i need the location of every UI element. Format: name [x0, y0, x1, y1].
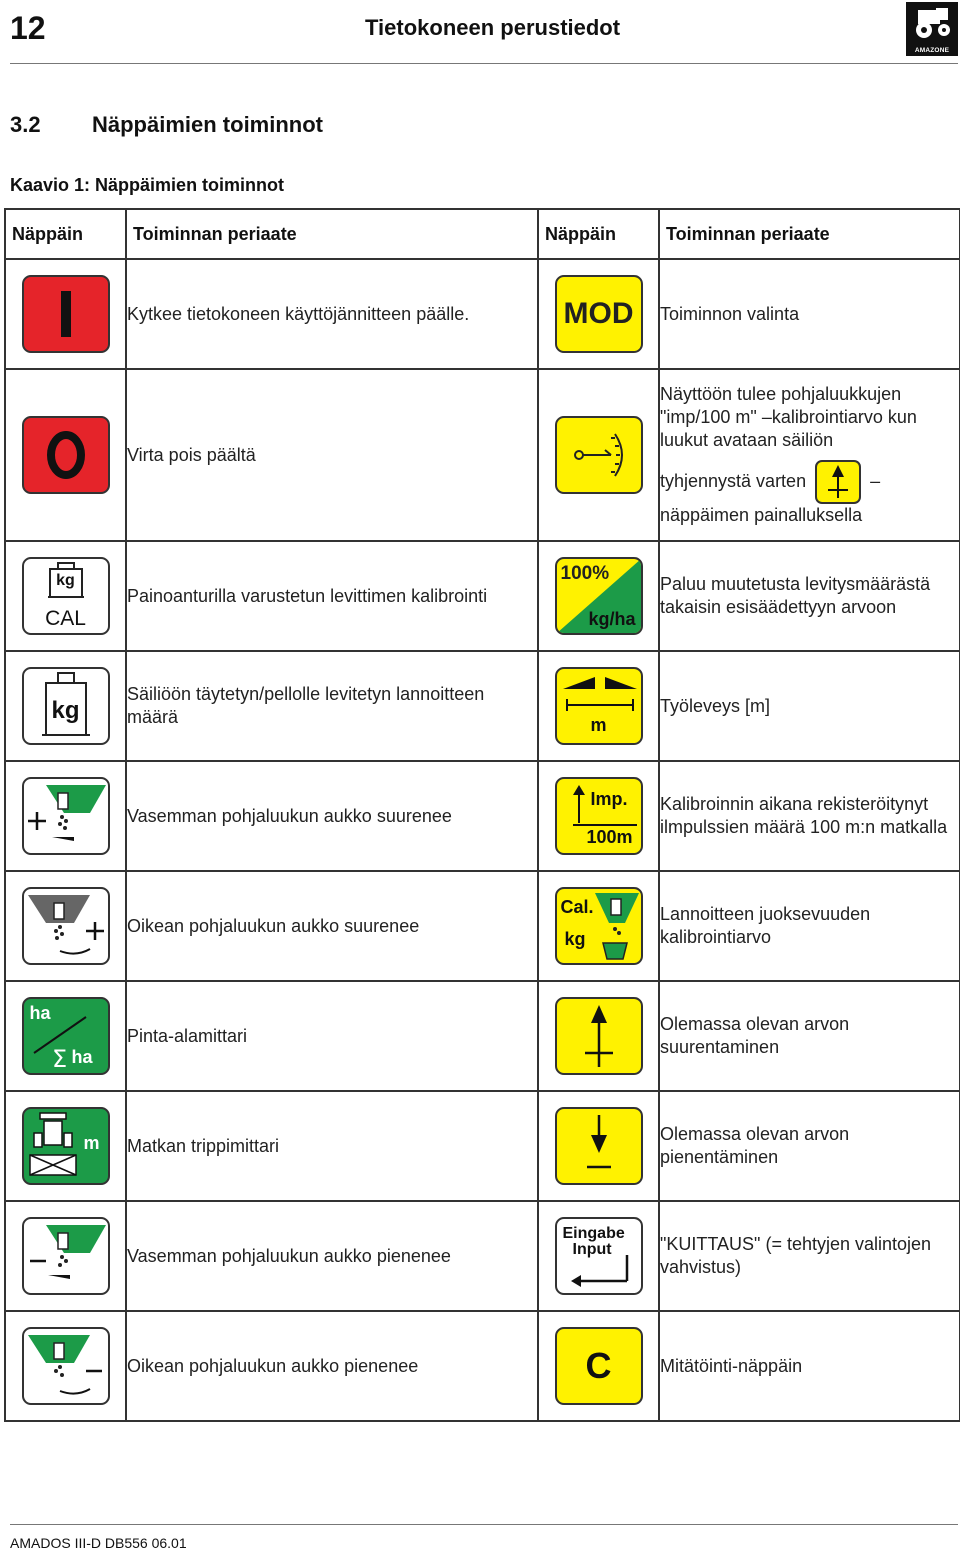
- impulses-icon: [555, 777, 643, 855]
- input-label: Input: [572, 1241, 612, 1258]
- table-row: [5, 1201, 960, 1311]
- key-description: Toiminnon valinta: [659, 259, 960, 369]
- mod-key-icon: [555, 275, 643, 353]
- imp-label: Imp.: [590, 789, 628, 809]
- decrease-arrow-icon: [555, 1107, 643, 1185]
- key-description-after: tyhjennystä varten: [660, 470, 807, 491]
- area-meter-icon: [22, 997, 110, 1075]
- weight-calibration-icon: [22, 557, 110, 635]
- kg-label: kg: [564, 929, 586, 949]
- table-row: [5, 541, 960, 651]
- key-description-dash: –: [870, 470, 881, 491]
- table-header-row: [5, 209, 960, 259]
- kg-label: kg: [51, 697, 80, 724]
- table-caption: Kaavio 1: Näppäimien toiminnot: [10, 175, 285, 195]
- svg-text:Σ: Σ: [51, 1045, 67, 1073]
- percent-label: 100%: [560, 563, 610, 584]
- power-on-icon: [22, 275, 110, 353]
- column-header: Toiminnan periaate: [126, 209, 538, 259]
- key-description: Oikean pohjaluukun aukko suurenee: [126, 871, 538, 981]
- key-description: Painoanturilla varustetun levittimen kalibrointi: [126, 541, 538, 651]
- key-description: Virta pois päältä: [126, 369, 538, 541]
- column-header: Toiminnan periaate: [659, 209, 960, 259]
- eingabe-label: Eingabe: [562, 1225, 625, 1242]
- cal-label: CAL: [45, 607, 86, 630]
- key-description: Olemassa olevan arvon suurentaminen: [659, 981, 960, 1091]
- column-header: Näppäin: [538, 209, 659, 259]
- increase-arrow-icon: [555, 997, 643, 1075]
- working-width-icon: [555, 667, 643, 745]
- footer-divider: [10, 1524, 958, 1525]
- key-description: Paluu muutetusta levitysmäärästä takaisin esisäädettyyn arvoon: [659, 541, 960, 651]
- page-header: [0, 0, 960, 64]
- column-header: Näppäin: [5, 209, 126, 259]
- trip-meter-icon: [22, 1107, 110, 1185]
- key-description: Mitätöinti-näppäin: [659, 1311, 960, 1421]
- key-description: Pinta-alamittari: [126, 981, 538, 1091]
- footer-text: AMADOS III-D DB556 06.01: [10, 1535, 187, 1551]
- key-description: Säiliöön täytetyn/pellolle levitetyn lannoitteen määrä: [126, 651, 538, 761]
- cal-label: Cal.: [560, 897, 594, 917]
- total-ha-label: ha: [71, 1047, 93, 1067]
- key-description: Työleveys [m]: [659, 651, 960, 761]
- header-divider: [10, 63, 958, 64]
- table-row: [5, 1311, 960, 1421]
- amazone-logo: [906, 2, 958, 56]
- key-description: Matkan trippimittari: [126, 1091, 538, 1201]
- key-description: Vasemman pohjaluukun aukko pienenee: [126, 1201, 538, 1311]
- table-row: [5, 1091, 960, 1201]
- table-row: [5, 761, 960, 871]
- key-description: "KUITTAUS" (= tehtyjen valintojen vahvistus): [659, 1201, 960, 1311]
- left-gate-increase-icon: [22, 777, 110, 855]
- flow-calibration-icon: [555, 887, 643, 965]
- right-gate-decrease-icon: [22, 1327, 110, 1405]
- distance-label: 100m: [586, 827, 633, 847]
- section-title: Näppäimien toiminnot: [92, 112, 323, 137]
- key-description-end: näppäimen painalluksella: [660, 505, 863, 525]
- clear-key-label: C: [585, 1345, 612, 1386]
- section-heading: [10, 112, 323, 138]
- key-function-table: [4, 208, 960, 1422]
- enter-key-icon: [555, 1217, 643, 1295]
- key-description: Oikean pohjaluukun aukko pienenee: [126, 1311, 538, 1421]
- increase-arrow-icon: [815, 460, 861, 504]
- table-row: [5, 871, 960, 981]
- section-number: 3.2: [10, 112, 41, 137]
- reset-rate-icon: [555, 557, 643, 635]
- table-row: [5, 259, 960, 369]
- page-number: 12: [10, 10, 46, 46]
- logo-text: AMAZONE: [914, 47, 950, 54]
- weight-kg-icon: [22, 667, 110, 745]
- key-description: Kytkee tietokoneen käyttöjännitteen päälle.: [126, 259, 538, 369]
- rate-label: kg/ha: [588, 609, 636, 629]
- kg-label: kg: [56, 572, 75, 589]
- key-description: Kalibroinnin aikana rekisteröitynyt ilmpulssien määrä 100 m:n matkalla: [659, 761, 960, 871]
- right-gate-increase-icon: [22, 887, 110, 965]
- ha-label: ha: [29, 1003, 51, 1023]
- meter-label: m: [83, 1133, 100, 1153]
- key-description: Olemassa olevan arvon pienentäminen: [659, 1091, 960, 1201]
- key-description: Näyttöön tulee pohjaluukkujen "imp/100 m" –kalibrointiarvo kun luukut avataan säiliön: [660, 384, 917, 450]
- table-row: [5, 981, 960, 1091]
- key-description: Vasemman pohjaluukun aukko suurenee: [126, 761, 538, 871]
- left-gate-decrease-icon: [22, 1217, 110, 1295]
- meter-label: m: [590, 715, 607, 735]
- power-off-icon: [22, 416, 110, 494]
- table-row: [5, 369, 960, 541]
- mod-key-label: MOD: [563, 297, 634, 330]
- key-description: Lannoitteen juoksevuuden kalibrointiarvo: [659, 871, 960, 981]
- table-row: [5, 651, 960, 761]
- document-title: Tietokoneen perustiedot: [365, 15, 621, 40]
- clear-key-icon: [555, 1327, 643, 1405]
- gate-calibration-icon: [555, 416, 643, 494]
